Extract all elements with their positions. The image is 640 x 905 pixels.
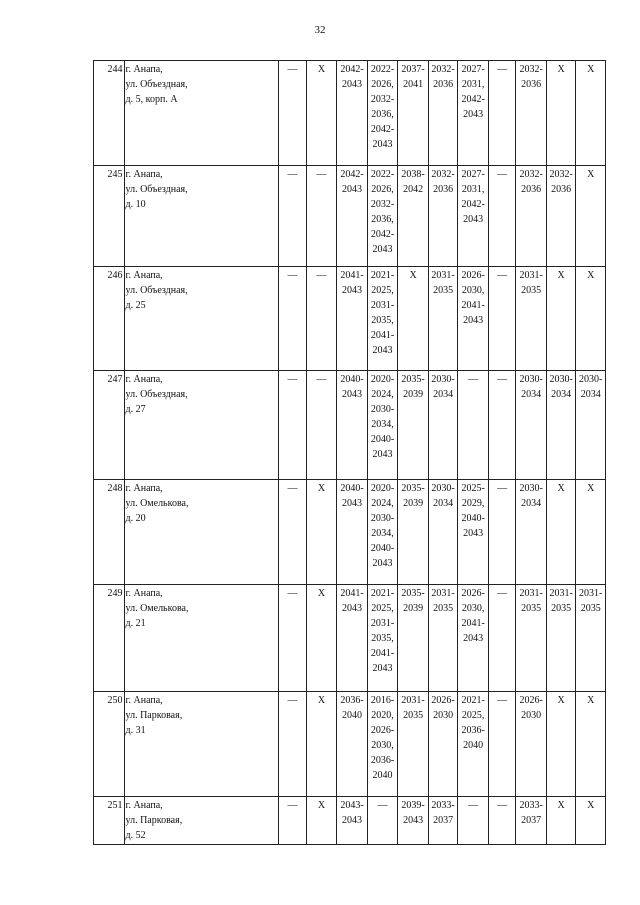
period-cell: X [306, 480, 337, 585]
address-cell: г. Анапа, ул. Объездная, д. 10 [124, 166, 279, 267]
period-cell: — [279, 692, 306, 797]
period-cell: 2026- 2030, 2041- 2043 [458, 585, 489, 692]
address-cell: г. Анапа, ул. Объездная, д. 25 [124, 267, 279, 371]
period-cell: — [488, 267, 515, 371]
period-cell: 2027- 2031, 2042- 2043 [458, 166, 489, 267]
table-row [94, 371, 606, 480]
period-cell: 2031- 2035 [398, 692, 429, 797]
row-number: 250 [94, 692, 125, 797]
period-cell: 2041- 2043 [337, 585, 368, 692]
row-number: 251 [94, 797, 125, 845]
period-cell: 2035- 2039 [398, 480, 429, 585]
period-cell: — [306, 267, 337, 371]
period-cell: — [279, 797, 306, 845]
period-cell: 2033- 2037 [516, 797, 547, 845]
period-cell: X [576, 267, 606, 371]
period-cell: — [279, 585, 306, 692]
row-number: 244 [94, 61, 125, 166]
schedule-table [93, 60, 606, 845]
period-cell: 2041- 2043 [337, 267, 368, 371]
period-cell: X [546, 61, 576, 166]
period-cell: 2032- 2036 [546, 166, 576, 267]
table-row [94, 267, 606, 371]
period-cell: 2020- 2024, 2030- 2034, 2040- 2043 [367, 480, 398, 585]
period-cell: — [488, 166, 515, 267]
period-cell: X [546, 480, 576, 585]
period-cell: 2032- 2036 [516, 61, 547, 166]
period-cell: 2030- 2034 [428, 371, 458, 480]
period-cell: — [279, 480, 306, 585]
period-cell: 2040- 2043 [337, 480, 368, 585]
period-cell: 2031- 2035 [516, 585, 547, 692]
period-cell: — [488, 692, 515, 797]
table-row [94, 585, 606, 692]
period-cell: 2035- 2039 [398, 585, 429, 692]
address-cell: г. Анапа, ул. Омелькова, д. 20 [124, 480, 279, 585]
period-cell: 2022- 2026, 2032- 2036, 2042- 2043 [367, 166, 398, 267]
period-cell: 2030- 2034 [428, 480, 458, 585]
period-cell: 2032- 2036 [428, 61, 458, 166]
period-cell: 2016- 2020, 2026- 2030, 2036- 2040 [367, 692, 398, 797]
period-cell: 2031- 2035 [576, 585, 606, 692]
period-cell: 2025- 2029, 2040- 2043 [458, 480, 489, 585]
row-number: 245 [94, 166, 125, 267]
period-cell: X [576, 166, 606, 267]
table-row [94, 61, 606, 166]
row-number: 248 [94, 480, 125, 585]
period-cell: 2030- 2034 [516, 480, 547, 585]
page-number: 32 [314, 24, 326, 36]
period-cell: 2031- 2035 [428, 585, 458, 692]
table-row [94, 797, 606, 845]
address-cell: г. Анапа, ул. Парковая, д. 52 [124, 797, 279, 845]
period-cell: X [306, 692, 337, 797]
period-cell: — [279, 166, 306, 267]
period-cell: X [546, 267, 576, 371]
period-cell: — [279, 61, 306, 166]
period-cell: — [306, 166, 337, 267]
period-cell: 2026- 2030 [516, 692, 547, 797]
table-row [94, 166, 606, 267]
period-cell: X [306, 797, 337, 845]
period-cell: 2032- 2036 [516, 166, 547, 267]
period-cell: 2036- 2040 [337, 692, 368, 797]
row-number: 246 [94, 267, 125, 371]
period-cell: X [546, 797, 576, 845]
period-cell: — [488, 585, 515, 692]
period-cell: 2021- 2025, 2031- 2035, 2041- 2043 [367, 585, 398, 692]
table-row [94, 480, 606, 585]
period-cell: 2021- 2025, 2031- 2035, 2041- 2043 [367, 267, 398, 371]
period-cell: 2032- 2036 [428, 166, 458, 267]
period-cell: X [576, 797, 606, 845]
period-cell: — [488, 371, 515, 480]
period-cell: 2021- 2025, 2036- 2040 [458, 692, 489, 797]
period-cell: — [458, 797, 489, 845]
period-cell: X [306, 585, 337, 692]
period-cell: 2031- 2035 [516, 267, 547, 371]
period-cell: 2040- 2043 [337, 371, 368, 480]
period-cell: — [367, 797, 398, 845]
period-cell: — [279, 267, 306, 371]
period-cell: 2043- 2043 [337, 797, 368, 845]
period-cell: 2038- 2042 [398, 166, 429, 267]
period-cell: X [576, 692, 606, 797]
period-cell: 2037- 2041 [398, 61, 429, 166]
period-cell: 2039- 2043 [398, 797, 429, 845]
period-cell: X [398, 267, 429, 371]
period-cell: 2020- 2024, 2030- 2034, 2040- 2043 [367, 371, 398, 480]
table-row [94, 692, 606, 797]
period-cell: 2031- 2035 [428, 267, 458, 371]
period-cell: 2035- 2039 [398, 371, 429, 480]
period-cell: — [488, 480, 515, 585]
period-cell: 2033- 2037 [428, 797, 458, 845]
period-cell: 2027- 2031, 2042- 2043 [458, 61, 489, 166]
address-cell: г. Анапа, ул. Парковая, д. 31 [124, 692, 279, 797]
row-number: 247 [94, 371, 125, 480]
period-cell: — [488, 797, 515, 845]
period-cell: 2026- 2030, 2041- 2043 [458, 267, 489, 371]
period-cell: 2042- 2043 [337, 61, 368, 166]
period-cell: 2026- 2030 [428, 692, 458, 797]
period-cell: X [546, 692, 576, 797]
period-cell: 2022- 2026, 2032- 2036, 2042- 2043 [367, 61, 398, 166]
period-cell: — [306, 371, 337, 480]
period-cell: 2042- 2043 [337, 166, 368, 267]
period-cell: X [576, 61, 606, 166]
row-number: 249 [94, 585, 125, 692]
period-cell: 2030- 2034 [546, 371, 576, 480]
period-cell: X [576, 480, 606, 585]
address-cell: г. Анапа, ул. Омелькова, д. 21 [124, 585, 279, 692]
address-cell: г. Анапа, ул. Объездная, д. 27 [124, 371, 279, 480]
period-cell: — [488, 61, 515, 166]
address-cell: г. Анапа, ул. Объездная, д. 5, корп. А [124, 61, 279, 166]
period-cell: 2030- 2034 [516, 371, 547, 480]
period-cell: X [306, 61, 337, 166]
period-cell: — [279, 371, 306, 480]
period-cell: 2031- 2035 [546, 585, 576, 692]
period-cell: 2030- 2034 [576, 371, 606, 480]
period-cell: — [458, 371, 489, 480]
